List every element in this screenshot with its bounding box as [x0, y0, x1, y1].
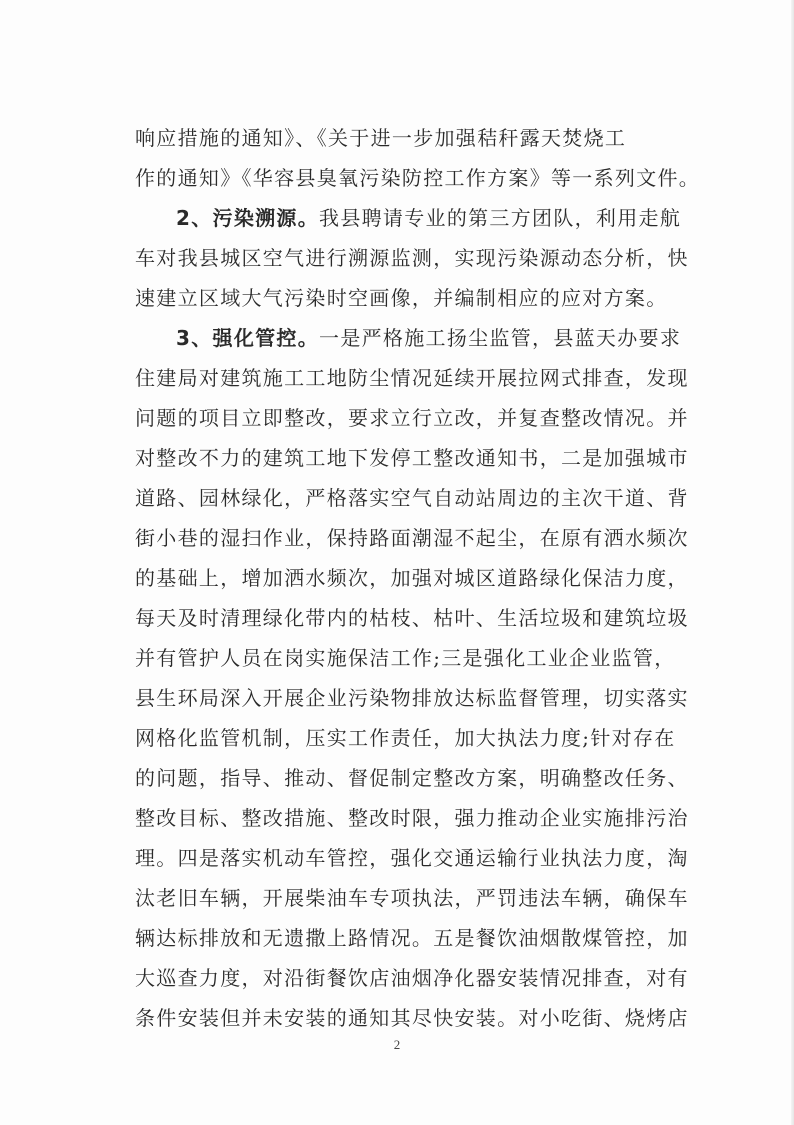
text-line: 道路、园林绿化，严格落实空气自动站周边的主次干道、背 [135, 486, 689, 510]
text-line: 汰老旧车辆，开展柴油车专项执法，严罚违法车辆，确保车 [135, 886, 689, 910]
text-line: 对整改不力的建筑工地下发停工整改通知书，二是加强城市 [135, 446, 689, 470]
text-line: 作的通知》《华容县臭氧污染防控工作方案》等一系列文件。 [135, 166, 701, 190]
body-text [135, 118, 701, 1038]
section-heading: 3、强化管控。 [176, 326, 320, 350]
text-line: 辆达标排放和无遗撒上路情况。五是餐饮油烟散煤管控，加 [135, 926, 689, 950]
text-line: 速建立区域大气污染时空画像，并编制相应的应对方案。 [135, 286, 668, 310]
text-line: 大巡查力度，对沿街餐饮店油烟净化器安装情况排查，对有 [135, 966, 689, 990]
text-line: 住建局对建筑施工工地防尘情况延续开展拉网式排查，发现 [135, 366, 689, 390]
text-line: 每天及时清理绿化带内的枯枝、枯叶、生活垃圾和建筑垃圾 [135, 606, 689, 630]
text-line: 响应措施的通知》、《关于进一步加强秸秆露天焚烧工 [135, 126, 627, 150]
text-segment: 一是严格施工扬尘监管，县蓝天办要求 [319, 326, 682, 350]
text-line: 的问题，指导、推动、督促制定整改方案，明确整改任务、 [135, 766, 689, 790]
text-line: 并有管护人员在岗实施保洁工作;三是强化工业企业监管， [135, 646, 676, 670]
page-number: 2 [393, 1037, 401, 1052]
text-line: 的基础上，增加洒水频次，加强对城区道路绿化保洁力度， [135, 566, 689, 590]
paragraph-start-line [135, 198, 685, 238]
text-line: 整改目标、整改措施、整改时限，强力推动企业实施排污治 [135, 806, 689, 830]
text-line: 县生环局深入开展企业污染物排放达标监督管理，切实落实 [135, 686, 689, 710]
text-segment: 我县聘请专业的第三方团队，利用走航 [319, 206, 682, 230]
section-heading: 2、污染溯源。 [176, 206, 320, 230]
text-line: 车对我县城区空气进行溯源监测，实现污染源动态分析，快 [135, 246, 689, 270]
text-line: 街小巷的湿扫作业，保持路面潮湿不起尘，在原有洒水频次 [135, 526, 689, 550]
text-line: 网格化监管机制，压实工作责任，加大执法力度;针对存在 [135, 726, 676, 750]
text-line: 条件安装但并未安装的通知其尽快安装。对小吃街、烧烤店 [135, 1006, 689, 1030]
text-line: 理。四是落实机动车管控，强化交通运输行业执法力度，淘 [135, 846, 689, 870]
text-line: 问题的项目立即整改，要求立行立改，并复查整改情况。并 [135, 406, 689, 430]
paragraph-start-line [135, 318, 685, 358]
